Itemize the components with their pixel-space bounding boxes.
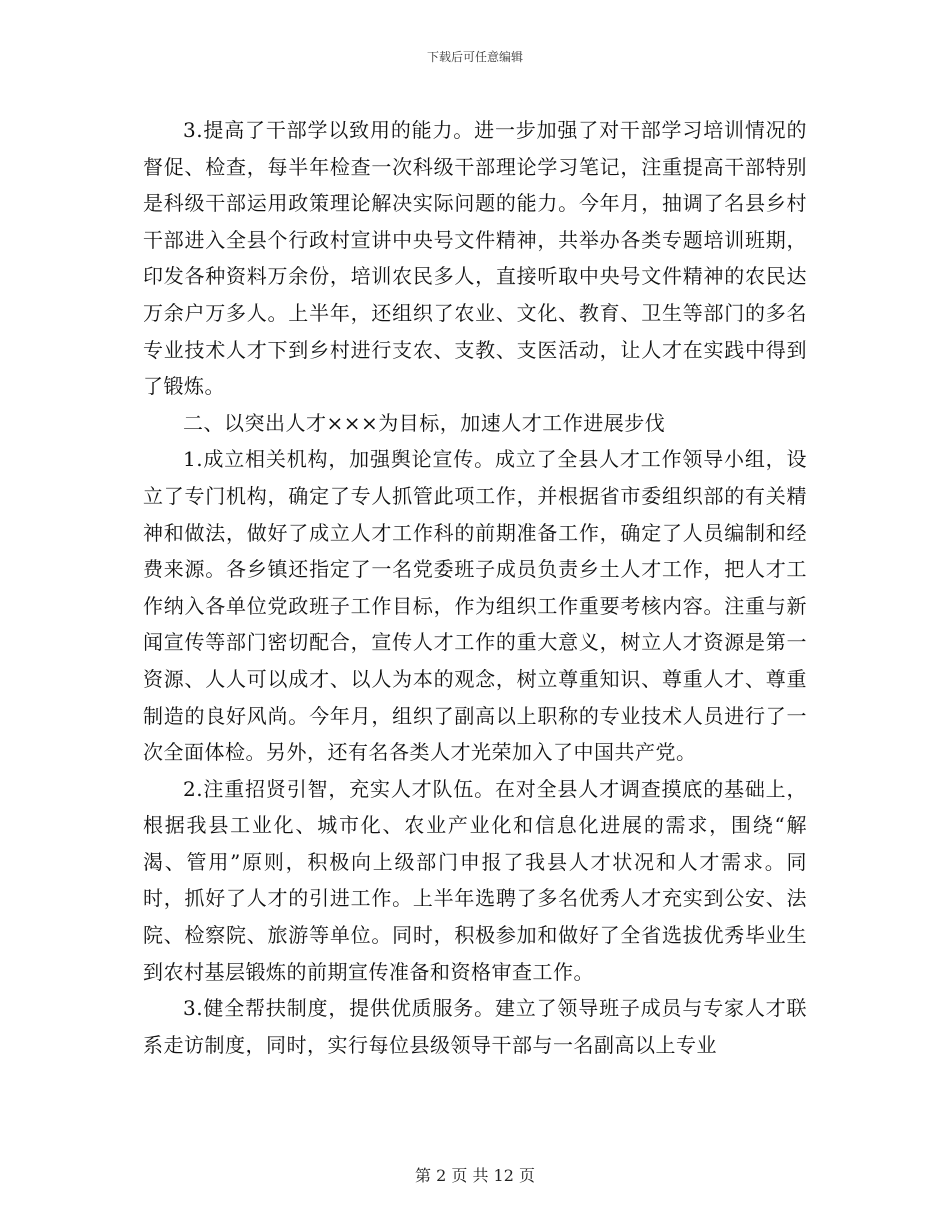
document-body	[143, 112, 807, 1063]
section-heading: 二、以突出人才×××为目标，加速人才工作进展步伐	[183, 410, 666, 435]
paragraph-2: 1.成立相关机构，加强舆论宣传。成立了全县人才工作领导小组，设立了专门机构，确定了专人抓管此项工作，并根据省市委组织部的有关精神和做法，做好了成立人才工作科的前期准备工作，确定了人员编制和经费来源。各乡镇还指定了一名党委班子成员负责乡土人才工作，把人才工作纳入各单位党政班子工作目标，作为组织工作重要考核内容。注重与新闻宣传等部门密切配合，宣传人才工作的重大意义，树立人才资源是第一资源、人人可以成才、以人为本的观念，树立尊重知识、尊重人才、尊重制造的良好风尚。今年月，组织了副高以上职称的专业技术人员进行了一次全面体检。另外，还有名各类人才光荣加入了中国共产党。	[143, 447, 807, 765]
paragraph-1: 3.提高了干部学以致用的能力。进一步加强了对干部学习培训情况的督促、检查，每半年检查一次科级干部理论学习笔记，注重提高干部特别是科级干部运用政策理论解决实际问题的能力。今年月，抽调了名县乡村干部进入全县个行政村宣讲中央号文件精神，共举办各类专题培训班期，印发各种资料万余份，培训农民多人，直接听取中央号文件精神的农民达万余户万多人。上半年，还组织了农业、文化、教育、卫生等部门的多名专业技术人才下到乡村进行支农、支教、支医活动，让人才在实践中得到了锻炼。	[143, 118, 807, 399]
paragraph-3: 2.注重招贤引智，充实人才队伍。在对全县人才调查摸底的基础上，根据我县工业化、城市化、农业产业化和信息化进展的需求，围绕“解渴、管用”原则，积极向上级部门申报了我县人才状况和人才需求。同时，抓好了人才的引进工作。上半年选聘了多名优秀人才充实到公安、法院、检察院、旅游等单位。同时，积极参加和做好了全省选拔优秀毕业生到农村基层锻炼的前期宣传准备和资格审查工作。	[143, 776, 807, 984]
page-number: 第 2 页 共 12 页	[415, 1166, 535, 1185]
page-header: 下载后可任意编辑	[426, 50, 523, 64]
paragraph-4: 3.健全帮扶制度，提供优质服务。建立了领导班子成员与专家人才联系走访制度，同时，实行每位县级领导干部与一名副高以上专业	[143, 996, 807, 1057]
